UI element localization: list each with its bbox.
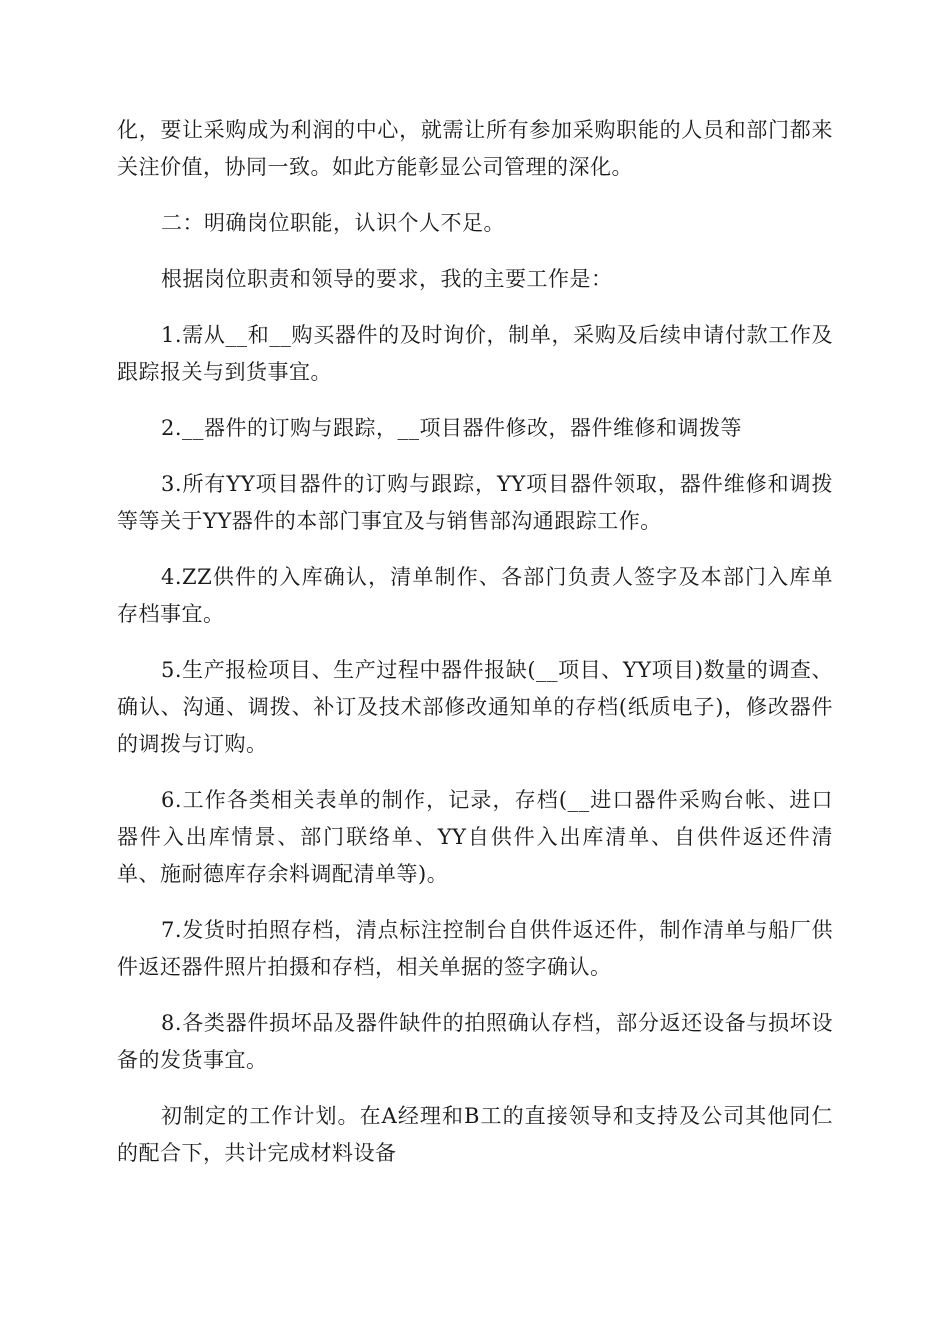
section-heading: 二：明确岗位职能，认识个人不足。 [161, 211, 505, 235]
list-item-1: 1.需从__和__购买器件的及时询价，制单，采购及后续申请付款工作及跟踪报关与到货事宜。 [117, 323, 833, 384]
paragraph-closing: 初制定的工作计划。在A经理和B工的直接领导和支持及公司其他同仁的配合下，共计完成材料设备 [117, 1104, 833, 1165]
list-item-5: 5.生产报检项目、生产过程中器件报缺(__项目、YY项目)数量的调查、确认、沟通、调拨、补订及技术部修改通知单的存档(纸质电子)，修改器件的调拨与订购。 [117, 658, 833, 756]
list-item-8: 8.各类器件损坏品及器件缺件的拍照确认存档，部分返还设备与损坏设备的发货事宜。 [117, 1011, 833, 1072]
paragraph-intro: 根据岗位职责和领导的要求，我的主要工作是： [161, 267, 613, 291]
list-item-6: 6.工作各类相关表单的制作，记录，存档(__进口器件采购台帐、进口器件入出库情景、部门联络单、YY自供件入出库清单、自供件返还件清单、施耐德库存余料调配清单等)。 [117, 788, 833, 886]
list-item-7: 7.发货时拍照存档，清点标注控制台自供件返还件，制作清单与船厂供件返还器件照片拍摄和存档，相关单据的签字确认。 [117, 918, 833, 979]
paragraph-continuation: 化，要让采购成为利润的中心，就需让所有参加采购职能的人员和部门都来关注价值，协同一致。如此方能彰显公司管理的深化。 [117, 118, 833, 179]
list-item-4: 4.ZZ供件的入库确认，清单制作、各部门负责人签字及本部门入库单存档事宜。 [117, 565, 833, 626]
list-item-2: 2.__器件的订购与跟踪，__项目器件修改，器件维修和调拨等 [161, 416, 743, 440]
list-item-3: 3.所有YY项目器件的订购与跟踪，YY项目器件领取，器件维修和调拨等等关于YY器件的本部门事宜及与销售部沟通跟踪工作。 [117, 472, 833, 533]
